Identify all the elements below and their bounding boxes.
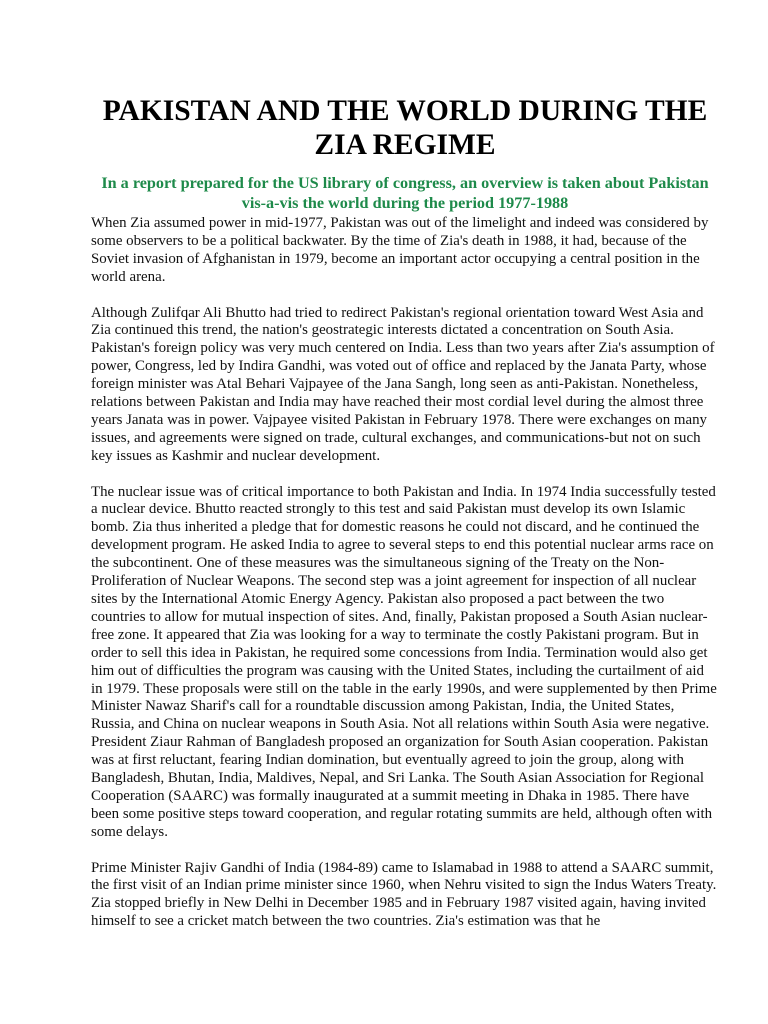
paragraph-intro: When Zia assumed power in mid-1977, Pakistan was out of the limelight and indeed was considered by some observers to be a political backwater. By the time of Zia's death in 1988, it had, because of the Soviet invasion of Afghanistan in 1979, become an important actor occupying a central position in the world arena. (91, 215, 709, 285)
document-page (91, 94, 719, 949)
paragraph-rajiv-gandhi: Prime Minister Rajiv Gandhi of India (1984-89) came to Islamabad in 1988 to attend a SAARC summit, the first visit of an Indian prime minister since 1960, when Nehru visited to sign the Indus Waters Treaty. Zia stopped briefly in New Delhi in December 1985 and in February 1987 visited again, having invited himself to see a cricket match between the two countries. Zia's estimation was that he (91, 859, 717, 930)
document-subtitle: In a report prepared for the US library of congress, an overview is taken about Pakistan vis-a-vis the world during the period 1977-1988 (101, 174, 709, 212)
paragraph-nuclear-issue: The nuclear issue was of critical importance to both Pakistan and India. In 1974 India successfully tested a nuclear device. Bhutto reacted strongly to this test and said Pakistan must develop its own Islamic bomb. Zia thus inherited a pledge that for domestic reasons he could not discard, and he continued the development program. He asked India to agree to several steps to end this potential nuclear arms race on the subcontinent. One of these measures was the simultaneous signing of the Treaty on the Non-Proliferation of Nuclear Weapons. The second step was a joint agreement for inspection of all nuclear sites by the International Atomic Energy Agency. Pakistan also proposed a pact between the two countries to allow for mutual inspection of sites. And, finally, Pakistan proposed a South Asian nuclear-free zone. It appeared that Zia was looking for a way to terminate the costly Pakistani program. But in order to sell this idea in Pakistan, he required some concessions from India. Termination would also get him out of difficulties the program was causing with the United States, including the curtailment of aid in 1979. These proposals were still on the table in the early 1990s, and were supplemented by then Prime Minister Nawaz Sharif's call for a roundtable discussion among Pakistan, India, the United States, Russia, and China on nuclear weapons in South Asia. Not all relations within South Asia were negative. President Ziaur Rahman of Bangladesh proposed an organization for South Asian cooperation. Pakistan was at first reluctant, fearing Indian domination, but eventually agreed to join the group, along with Bangladesh, Bhutan, India, Maldives, Nepal, and Sri Lanka. The South Asian Association for Regional Cooperation (SAARC) was formally inaugurated at a summit meeting in Dhaka in 1985. There have been some positive steps toward cooperation, and regular rotating summits are held, although often with some delays. (91, 483, 717, 840)
paragraph-india-relations: Although Zulifqar Ali Bhutto had tried to redirect Pakistan's regional orientation toward West Asia and Zia continued this trend, the nation's geostrategic interests dictated a concentration on South Asia. Pakistan's foreign policy was very much centered on India. Less than two years after Zia's assumption of power, Congress, led by Indira Gandhi, was voted out of office and replaced by the Janata Party, whose foreign minister was Atal Behari Vajpayee of the Jana Sangh, long seen as anti-Pakistan. Nonetheless, relations between Pakistan and India may have reached their most cordial level during the almost three years Janata was in power. Vajpayee visited Pakistan in February 1978. There were exchanges on many issues, and agreements were signed on trade, cultural exchanges, and communications-but not on such key issues as Kashmir and nuclear development. (91, 304, 715, 464)
document-title: PAKISTAN AND THE WORLD DURING THE ZIA REGIME (102, 95, 708, 161)
